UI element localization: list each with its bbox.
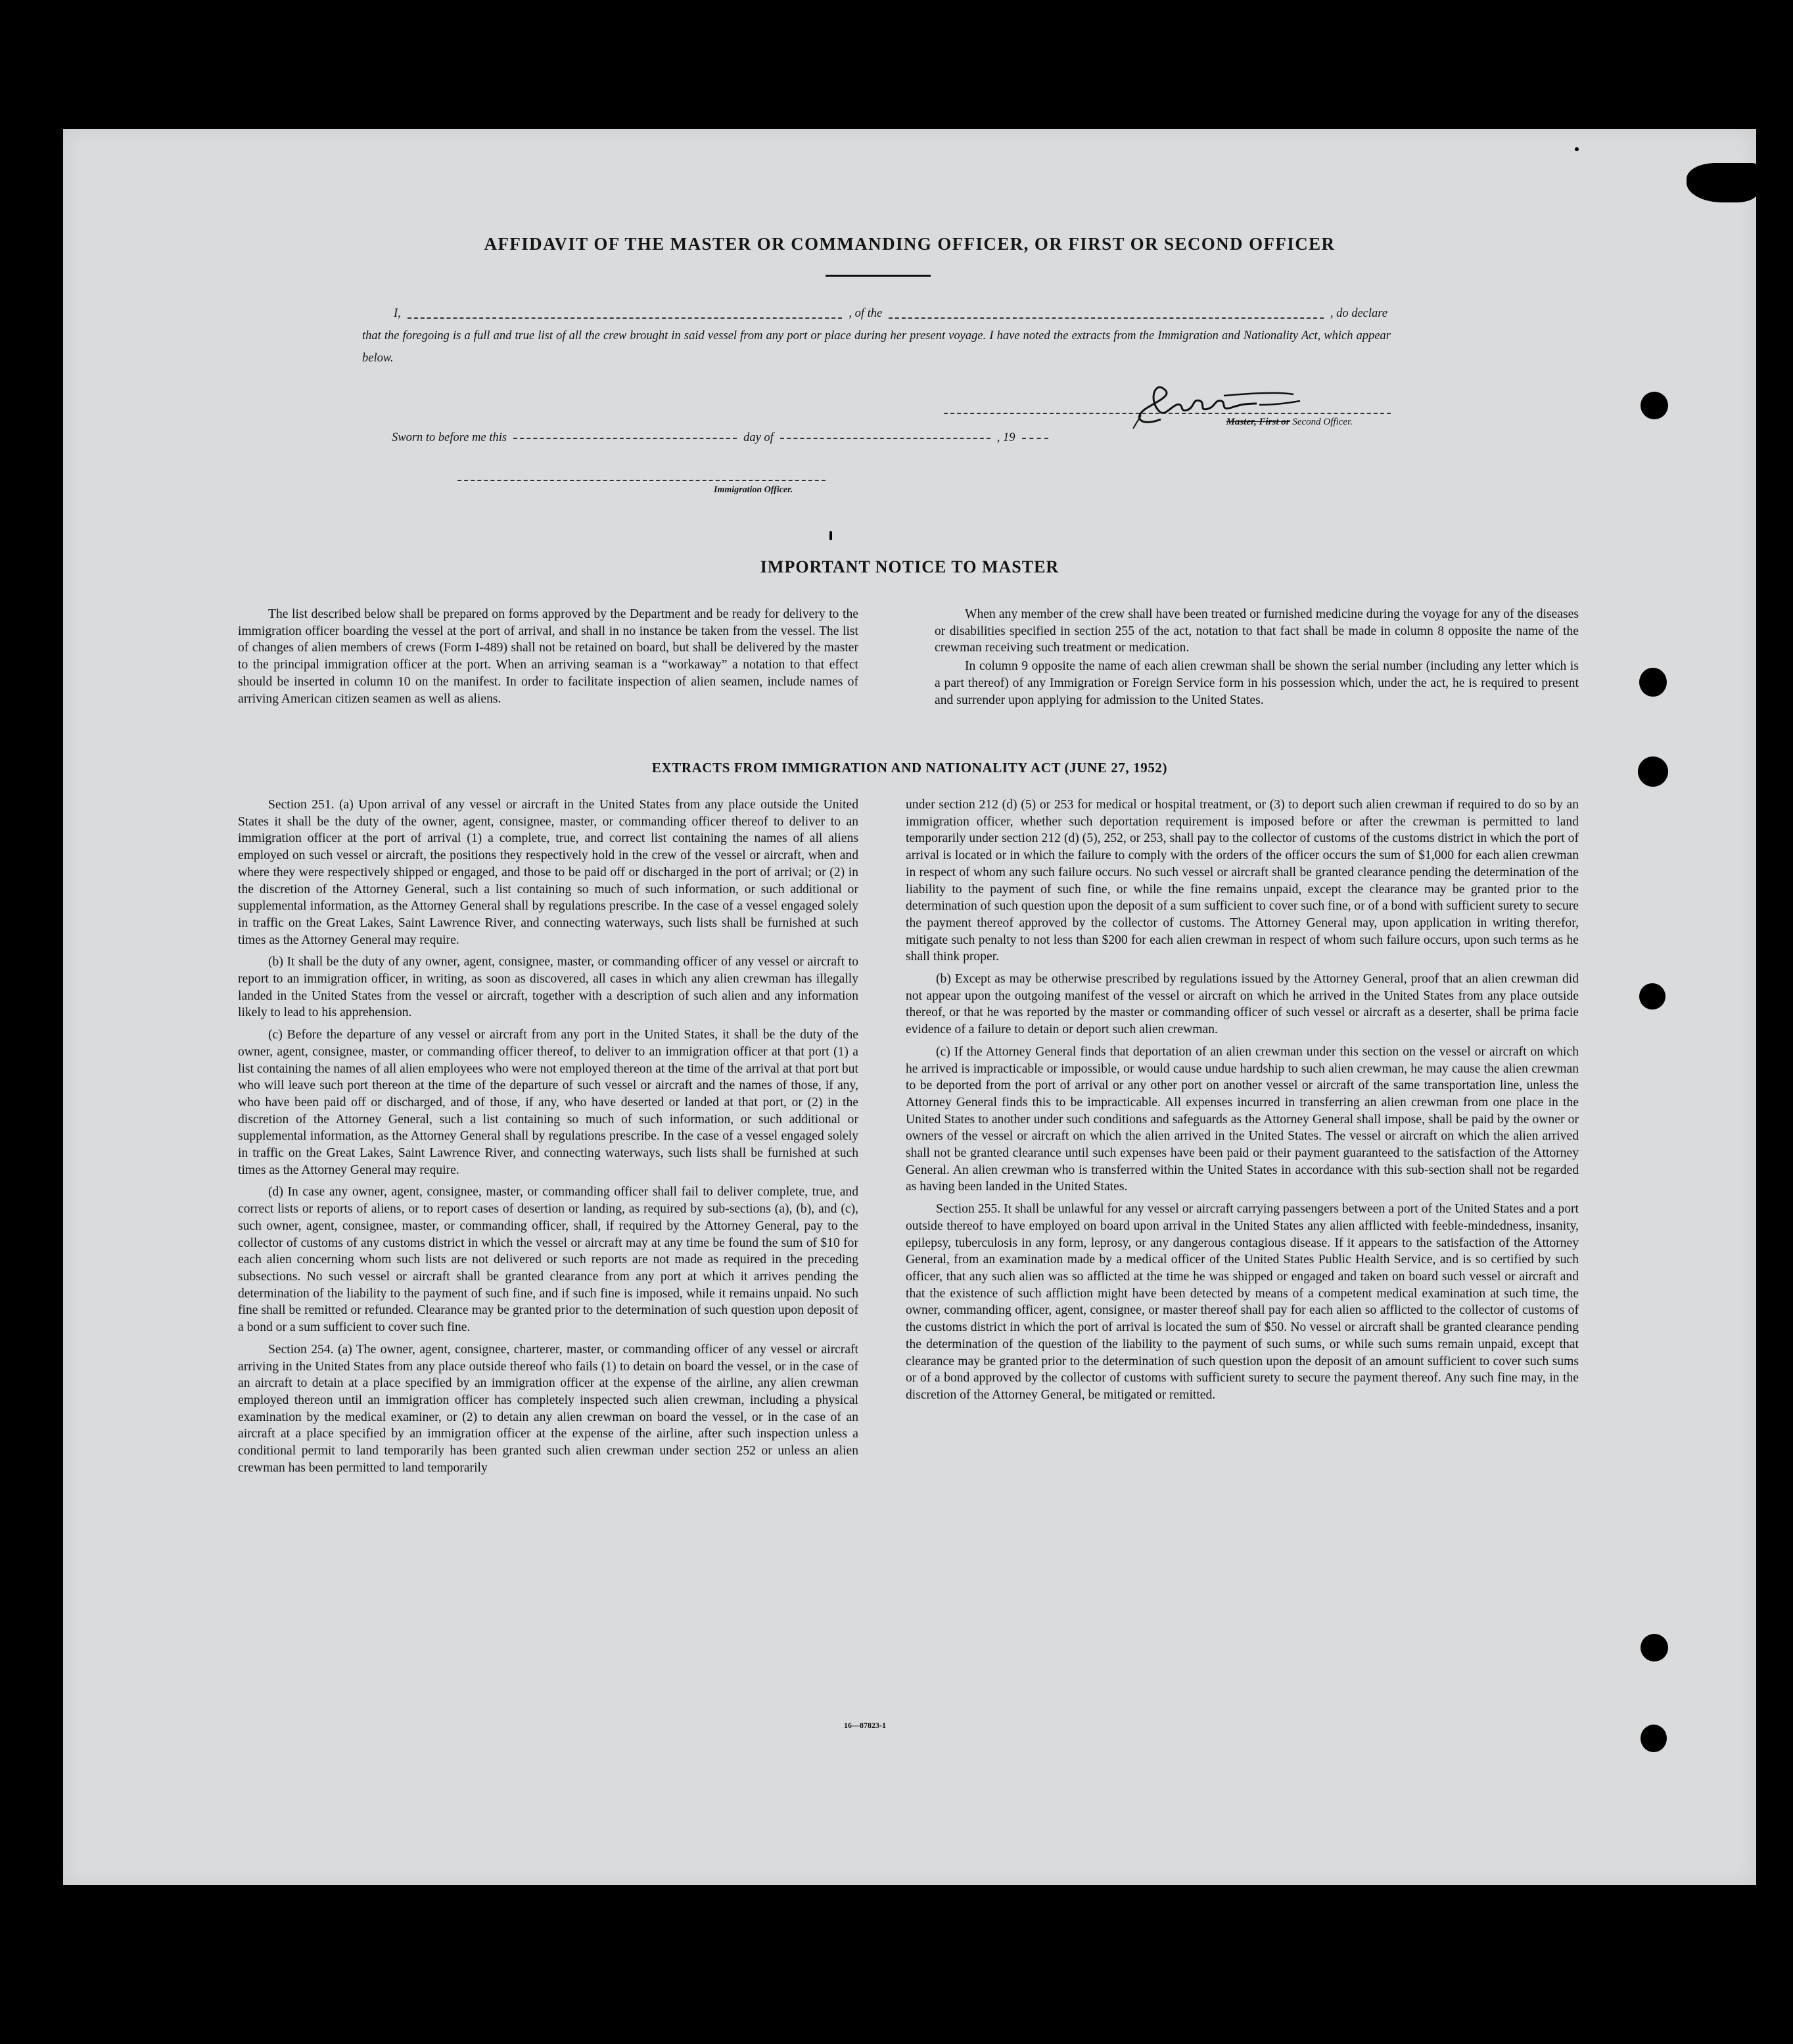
punch-hole [1641, 1634, 1668, 1661]
officer-title: Second Officer. [1292, 417, 1353, 427]
day-of-label: day of [743, 431, 774, 444]
year-label: , 19 [996, 431, 1015, 444]
punch-hole [1639, 668, 1667, 697]
notice-title: IMPORTANT NOTICE TO MASTER [760, 557, 1060, 576]
notice-right-column [935, 606, 1579, 708]
law-paragraph: Section 251. (a) Upon arrival of any vessel or aircraft in the United States from any place outside the United States it shall be the duty of the owner, agent, consignee, master, or commanding officer thereof to deliver to an immigration officer at the port of arrival (1) a complete, true, and correct list containing the names of all aliens employed on such vessel or aircraft, the positions they respectively hold in the crew of the vessel or aircraft, when and where they were respectively shipped or engaged, and those to be paid off or discharged in the port of arrival; or (2) in the discretion of the Attorney General, such a list containing so much of such information, or such additional or supplemental information, as the Attorney General shall by regulations prescribe. In the case of a vessel engaged solely in traffic on the Great Lakes, Saint Lawrence River, and connecting waterways, such lists shall be furnished at such times as the Attorney General may require. [238, 798, 858, 947]
ink-speck [829, 531, 832, 540]
ink-speck [1575, 147, 1579, 151]
law-paragraph: Section 255. It shall be unlawful for any vessel or aircraft carrying passengers between a port of the United States and a port outside thereof to have employed on board upon arrival in the United States any alien afflicted with feeble-mindedness, insanity, epilepsy, tuberculosis in any form, leprosy, or any dangerous contagious disease. If it appears to the satisfaction of the Attorney General, from an examination made by a medical officer of the United States Public Health Service, and is so certified by such officer, that any such alien was so afflicted at the time he was shipped or engaged and taken on board such vessel or aircraft and that the existence of such affliction might have been detected by means of a competent medical examination at such time, the owner, commanding officer, agent, consignee, or master thereof shall pay for each alien so afflicted to the collector of customs of the customs district in which the port of arrival is located the sum of $50. No vessel or aircraft shall be granted clearance pending the determination of the question of the liability to the payment of such sums, or while such sums remain unpaid, except that clearance may be granted prior to the determination of such question upon the deposit of an amount sufficient to cover such sums or of a bond approved by the collector of customs with sufficient surety to secure the payment thereof. Any such fine may, in the discretion of the Attorney General, be mitigated or remitted. [906, 1202, 1579, 1402]
document-page [63, 129, 1756, 1885]
extracts-right-column [906, 797, 1579, 1404]
extracts-left-column [238, 797, 858, 1476]
notice-paragraph: In column 9 opposite the name of each alien crewman shall be shown the serial number (including any letter which is a part thereof) of any Immigration or Foreign Service form in his possession which, under the act, he is required to present and surrender upon applying for admission to the United States. [935, 659, 1579, 707]
vessel-label: , of the [849, 307, 883, 320]
punch-hole [1687, 163, 1759, 202]
affidavit-declaration-text: that the foregoing is a full and true list of all the crew brought in said vessel from any port or place during her present voyage. I have noted the extracts from the Immigration and Nationality Act, which appear below. [362, 329, 1391, 365]
law-paragraph: (c) Before the departure of any vessel or aircraft from any port in the United States, it shall be the duty of the owner, agent, consignee, master, or commanding officer thereof, to deliver to an immigration officer at that port (1) a list containing the names of all alien employees who were not employed thereon at the time of the arrival at that port but who will leave such port thereon at the time of the departure of such vessel or aircraft and the names of those, if any, who have been paid off or discharged, and of those, if any, who have deserted or landed at that port, or (2) in the discretion of the Attorney General, such a list containing so much of such information, or such additional or supplemental information, as the Attorney General shall by regulations prescribe. In the case of a vessel engaged solely in traffic on the Great Lakes, Saint Lawrence River, and connecting waterways, such lists shall be furnished at such times as the Attorney General may require. [238, 1028, 858, 1177]
struck-titles: Master, First or [1226, 417, 1290, 427]
law-paragraph: under section 212 (d) (5) or 253 for medical or hospital treatment, or (3) to deport such alien crewman if required to do so by an immigration officer, whether such deportation requirement is imposed before or after the crewman is permitted to land temporarily under section 212 (d) (5), 252, or 253, shall pay to the collector of customs of the customs district in which the port of arrival is located or in which the failure to comply with the orders of the officer occurs the sum of $1,000 for each alien crewman in respect of whom any such failure occurs. No such vessel or aircraft shall be granted clearance pending the determination of the liability to the payment of such fine, or while the fine remains unpaid, except the clearance may be granted prior to the determination of such question upon the deposit of a sum sufficient to cover such fine, or of a bond with sufficient surety to secure the payment thereof approved by the collector of customs. The Attorney General may, upon application in writing therefor, mitigate such penalty to not less than $200 for each alien crewman in respect of whom such failure occurs, upon such terms as he shall think proper. [906, 798, 1579, 964]
declare-label: , do declare [1330, 307, 1387, 320]
title-rule [826, 275, 931, 277]
sworn-day-field[interactable] [513, 438, 737, 439]
law-paragraph: (c) If the Attorney General finds that deportation of an alien crewman under this section on the vessel or aircraft on which he arrived is impracticable or impossible, or would cause undue hardship to such alien crewman, he may cause the alien crewman to be deported from the port of arrival or any other port on another vessel or aircraft of the same transportation line, unless the Attorney General finds this to be impracticable. All expenses incurred in transferring an alien crewman from one place in the United States to another under such conditions and safeguards as the Attorney General shall impose, shall be paid by the owner or owners of the vessel or aircraft on which the alien arrived in the United States. The vessel or aircraft on which the alien arrived shall not be granted clearance until such expenses have been paid or their payment guaranteed to the satisfaction of the Attorney General. An alien crewman who is transferred within the United States in accordance with this sub-section shall not be regarded as having been landed in the United States. [906, 1044, 1579, 1194]
affidavit-declaration-line [362, 302, 1387, 325]
punch-hole [1639, 983, 1665, 1010]
form-code: 16—87823-1 [844, 1721, 886, 1730]
law-paragraph: (b) It shall be the duty of any owner, agent, consignee, master, or commanding officer of any vessel or aircraft to report to an immigration officer, in writing, as soon as discovered, all cases in which any alien crewman has illegally landed in the United States from the vessel or aircraft, together with a description of such alien and any information likely to lead to his apprehension. [238, 955, 858, 1020]
law-paragraph: (d) In case any owner, agent, consignee, master, or commanding officer shall fail to deliver complete, true, and correct lists or reports of aliens, or to report cases of desertion or landing, as required by sub-sections (a), (b), and (c), such owner, agent, consignee, master, or commanding officer, shall, if required by the Attorney General, pay to the collector of customs of any customs district in which the vessel or aircraft may at any time be found the sum of $10 for each alien concerning whom such lists are not delivered or such reports are not made as required in the preceding subsections. No such vessel or aircraft shall be granted clearance from any port at which it arrives pending the determination of the liability to the payment of such fine, and if such fine is imposed, while it remains unpaid. No such fine shall be remitted or refunded. Clearance may be granted prior to the determination of such question upon deposit of a bond or a sum sufficient to cover such fine. [238, 1185, 858, 1335]
declarant-label: I, [394, 307, 401, 320]
notice-left-column [238, 606, 858, 707]
vessel-name-field[interactable] [889, 317, 1324, 319]
declarant-name-field[interactable] [408, 317, 843, 319]
law-paragraph: Section 254. (a) The owner, agent, consignee, charterer, master, or commanding officer of any vessel or aircraft arriving in the United States from any place outside thereof who fails (1) to detain on board the vessel, or in the case of an aircraft to detain at a place specified by an immigration officer at the expense of the airline, any alien crewman employed thereon until an immigration officer has completely inspected such alien crewman, including a physical examination by the medical examiner, or (2) to detain any alien crewman on board the vessel, or in the case of an aircraft at a place specified by an immigration officer at the expense of the airline, after such inspection unless a conditional permit to land temporarily has been granted such alien crewman under section 252 or unless an alien crewman has been permitted to land temporarily [238, 1342, 858, 1475]
sworn-month-field[interactable] [780, 438, 990, 439]
sworn-label: Sworn to before me this [392, 431, 507, 444]
sworn-line [392, 431, 1194, 445]
punch-hole [1641, 392, 1668, 419]
immigration-officer-label: Immigration Officer. [714, 485, 793, 495]
law-paragraph: (b) Except as may be otherwise prescribed by regulations issued by the Attorney General, proof that an alien crewman did not appear upon the outgoing manifest of the vessel or aircraft on which he arrived in the United States from any place outside thereof, or that he was reported by the master or commanding officer of such vessel or aircraft as a deserter, shall be prima facie evidence of a failure to detain or deport such alien crewman. [906, 972, 1579, 1037]
extracts-title: EXTRACTS FROM IMMIGRATION AND NATIONALITY ACT (JUNE 27, 1952) [651, 760, 1168, 776]
signature-line[interactable] [944, 413, 1391, 414]
signature-caption [1226, 417, 1353, 428]
notice-paragraph: When any member of the crew shall have been treated or furnished medicine during the voyage for any of the diseases or disabilities specified in section 255 of the act, notation to that fact shall be made in column 8 opposite the name of the crewman receiving such treatment or medication. [935, 607, 1579, 655]
immigration-officer-line[interactable] [457, 480, 826, 481]
punch-hole [1641, 1725, 1667, 1752]
sworn-year-field[interactable] [1022, 438, 1048, 439]
affidavit-title: AFFIDAVIT OF THE MASTER OR COMMANDING OFFICER, OR FIRST OR SECOND OFFICER [484, 234, 1336, 254]
notice-paragraph: The list described below shall be prepared on forms approved by the Department and be ready for delivery to the immigration officer boarding the vessel at the port of arrival, and shall in no instance be taken from the vessel. The list of changes of alien members of crews (Form I-489) shall not be retained on board, but shall be delivered by the master to the principal immigration officer at the port. When an arriving seaman is a “workaway” a notation to that effect should be inserted in column 10 on the manifest. In order to facilitate inspection of alien seamen, include names of arriving American citizen seamen as well as aliens. [238, 607, 858, 706]
punch-hole [1638, 756, 1668, 787]
